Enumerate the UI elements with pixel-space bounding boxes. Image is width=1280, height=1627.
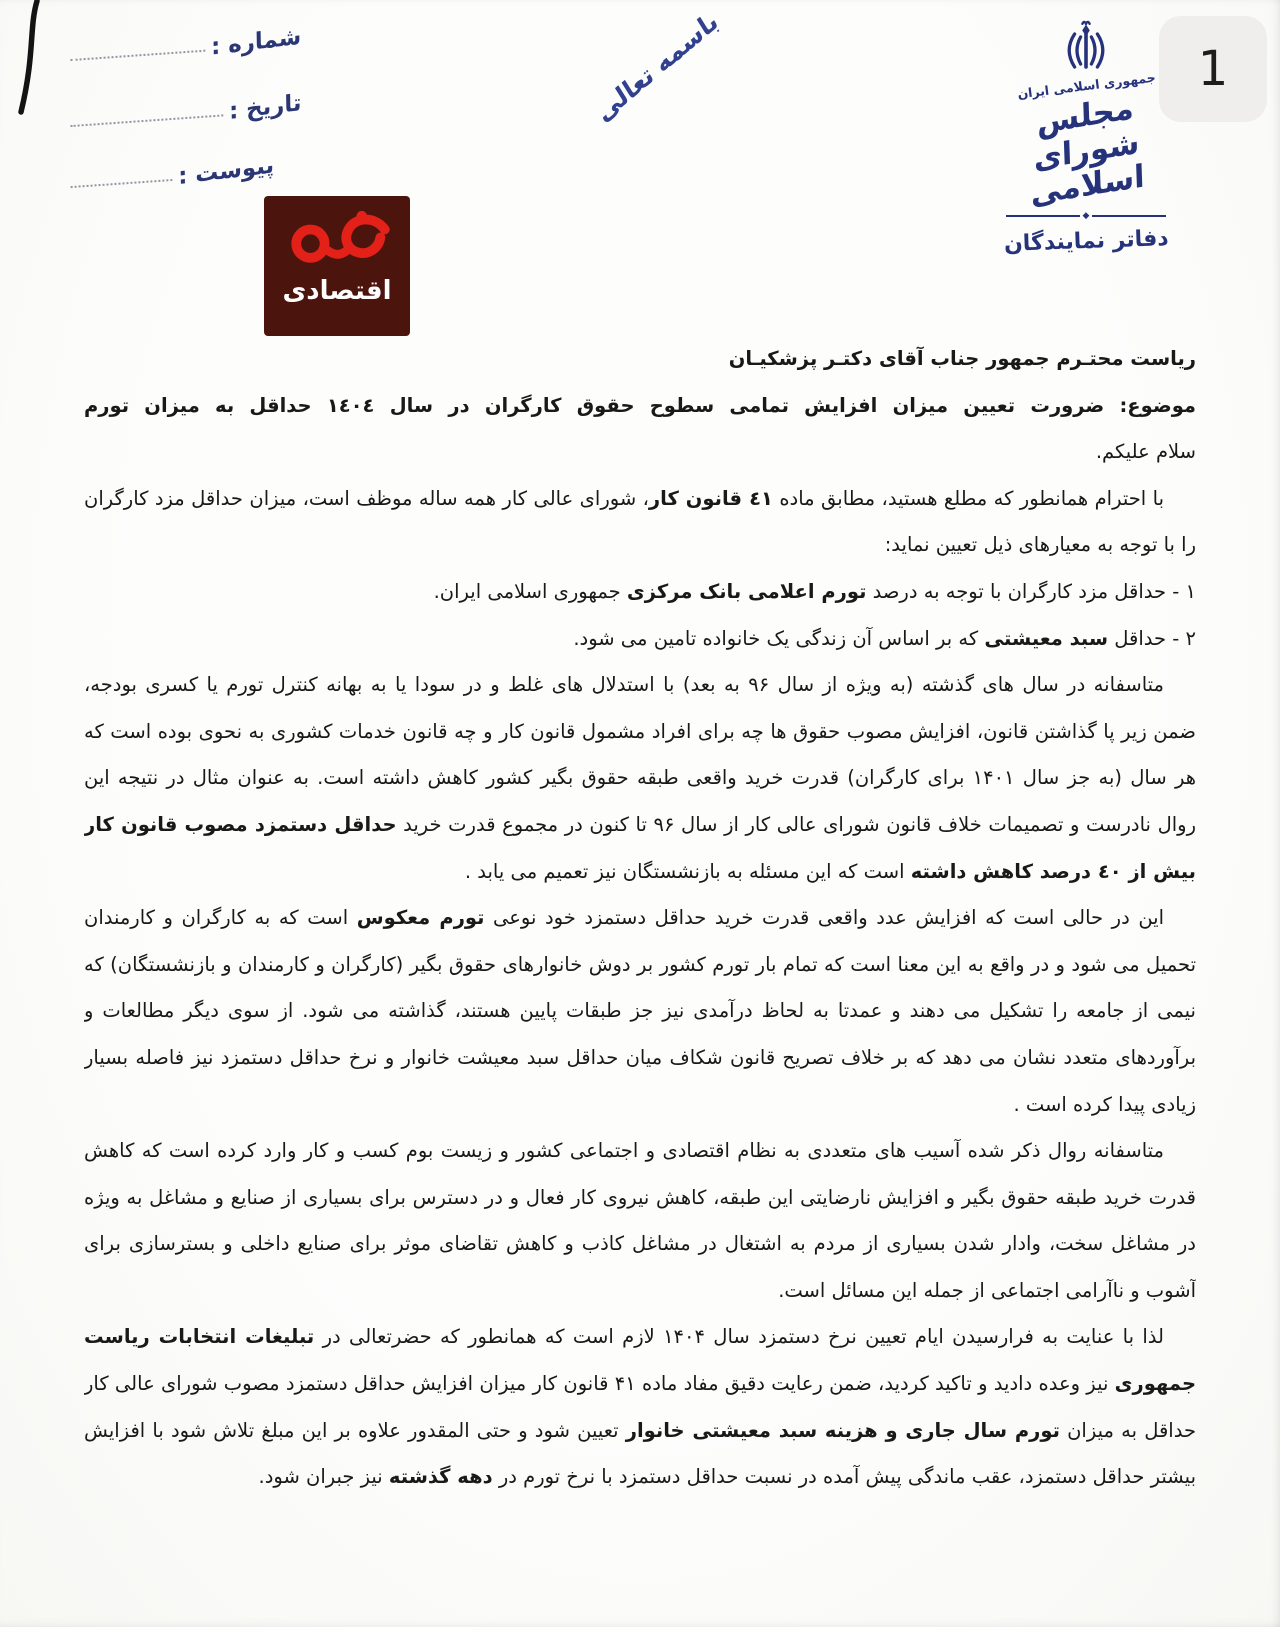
- divider-line: [1006, 215, 1080, 217]
- letter-line: بیشتر حداقل دستمزد، عقب ماندگی پیش آمده در نسبت حداقل دستمزد با نرخ تورم در دهه گذشته نیز جبران شود.: [258, 1465, 1196, 1489]
- pen-stroke-mark: [6, 0, 48, 116]
- letter-line: ١ - حداقل مزد کارگران با توجه به درصد تورم اعلامی بانک مرکزی جمهوری اسلامی ایران.: [433, 579, 1196, 603]
- letter-line: حداقل به میزان تورم سال جاری و هزینه سبد معیشتی خانوار تعیین شود و حتی المقدور علاوه بر این مبلغ تلاش شود با افزایش: [84, 1418, 1196, 1442]
- field-date: [69, 89, 302, 134]
- letter-line: ٢ - حداقل سبد معیشتی که بر اساس آن زندگی یک خانواده تامین می شود.: [573, 626, 1196, 650]
- field-attachment: [69, 152, 274, 195]
- field-date-label: تاریخ :: [228, 89, 302, 125]
- letter-line: آشوب و ناآرامی اجتماعی از جمله این مسائل است.: [778, 1278, 1196, 1302]
- field-number-label: شماره :: [211, 23, 302, 61]
- field-number: [69, 23, 302, 68]
- news-logo-text: اقتصادی: [282, 276, 392, 306]
- besmele-calligraphy: باسمه تعالی: [591, 5, 723, 128]
- org-main-calligraphy: مجلس شورای اسلامی: [1029, 89, 1145, 213]
- letter-line: برآوردهای متعدد نشان می دهد که بر خلاف تصریح قانون شکاف میان حداقل سبد معیشت خانوار و نرخ حداقل دستمزد نیز فاصله بسیار: [84, 1045, 1196, 1069]
- letter-line: قدرت خرید طبقه حقوق بگیر و افزایش نارضایتی این طبقه، کاهش نیروی کار فعال و در دسترس برای بسیاری از صنایع و مشاغل به ویژه: [84, 1185, 1196, 1209]
- dotted-line: [70, 178, 171, 188]
- letter-line: زیادی پیدا کرده است .: [1013, 1092, 1196, 1116]
- letter-line: بیش از ٤٠ درصد کاهش داشته است که این مسئله به بازنشستگان نیز تعمیم می یابد .: [464, 859, 1196, 883]
- dotted-line: [70, 113, 223, 127]
- letter-line: روال نادرست و تصمیمات خلاف قانون شورای عالی کار از سال ۹۶ تا کنون در مجموع قدرت خرید حداقل دستمزد مصوب قانون کار: [84, 812, 1196, 836]
- news-watermark: [264, 196, 410, 336]
- letter-line: متاسفانه روال ذکر شده آسیب های متعددی به نظام اقتصادی و اجتماعی کشور و زیست بوم کسب و کار وارد کرده است که کاهش: [84, 1139, 1164, 1163]
- org-sub-text: دفاتر نمایندگان: [1003, 226, 1169, 258]
- letter-line: هر سال (به جز سال ۱۴۰۱ برای کارگران) قدرت خرید واقعی طبقه حقوق بگیر کشور کاهش داشته است. به عنوان مثال در نتیجه این: [84, 766, 1196, 790]
- page-number-badge: [1159, 16, 1267, 122]
- diamond-ornament-icon: ◆: [1082, 211, 1090, 222]
- letter-body: [84, 336, 1196, 1501]
- letter-line: سلام علیکم.: [1095, 440, 1196, 464]
- org-small-text: جمهوری اسلامی ایران: [1016, 69, 1156, 102]
- letter-line: در مشاغل سخت، وادار شدن بسیاری از مردم به اشتغال در مشاغل کاذب و کاهش تقاضای موثر برای صنایع داخلی و بسترسازی برای: [84, 1232, 1196, 1256]
- letter-line: متاسفانه در سال های گذشته (به ویژه از سال ۹۶ به بعد) با استدلال های غلط و در سودا یا به بهانه کنترل تورم یا کسری بودجه،: [84, 673, 1164, 697]
- iran-emblem-icon: [1056, 18, 1116, 80]
- letter-line: با احترام همانطور که مطلع هستید، مطابق ماده ٤١ قانون کار، شورای عالی کار همه ساله موظف است، میزان حداقل مزد کارگران: [84, 486, 1165, 510]
- divider-line: [1092, 215, 1166, 217]
- letter-line: موضوع: ضرورت تعیین میزان افزایش تمامی سطوح حقوق کارگران در سال ١٤٠٤ حداقل به میزان تورم: [84, 393, 1196, 417]
- page-number: 1: [1197, 41, 1229, 97]
- letter-line: تحمیل می شود و در واقع به این معنا است که تمام بار تورم کشور بر دوش خانوارهای حقوق بگیر (کارگران و کارمندان و بازنشستگان) که: [84, 952, 1196, 976]
- letter-line: ضمن زیر پا گذاشتن قانون، افزایش مصوب حقوق ها چه برای افراد مشمول قانون کار و چه قانون خدمات کشوری به نحوی بوده است که: [84, 719, 1196, 743]
- letter-line: لذا با عنایت به فرارسیدن ایام تعیین نرخ دستمزد سال ۱۴۰۴ لازم است که همانطور که حضرتعالی در تبلیغات انتخابات ریاست: [84, 1325, 1164, 1349]
- letterhead-fields: [70, 23, 302, 191]
- letter-line: ریاست محتـرم جمهور جناب آقای دکتـر پزشکیـان: [728, 347, 1196, 370]
- field-attachment-label: پیوست :: [177, 152, 274, 191]
- letter-line: را با توجه به معیارهای ذیل تعیین نماید:: [884, 533, 1196, 557]
- letter-line: جمهوری نیز وعده دادید و تاکید کردید، ضمن رعایت دقیق مفاد ماده ۴۱ قانون کار میزان افزایش حداقل دستمزد مصوب شورای عالی کار: [84, 1372, 1196, 1396]
- dotted-line: [70, 49, 205, 61]
- news-logo-icon: [281, 210, 393, 272]
- letter-line: نیمی از جامعه را تشکیل می دهند و عمدتا به لحاظ درآمدی نیز جز طبقات پایین هستند، گذاشته می شود. از سوی دیگر مطالعات و: [84, 999, 1196, 1023]
- letter-line: این در حالی است که افزایش عدد واقعی قدرت خرید حداقل دستمزد خود نوعی تورم معکوس است که به کارگران و کارمندان: [84, 906, 1165, 930]
